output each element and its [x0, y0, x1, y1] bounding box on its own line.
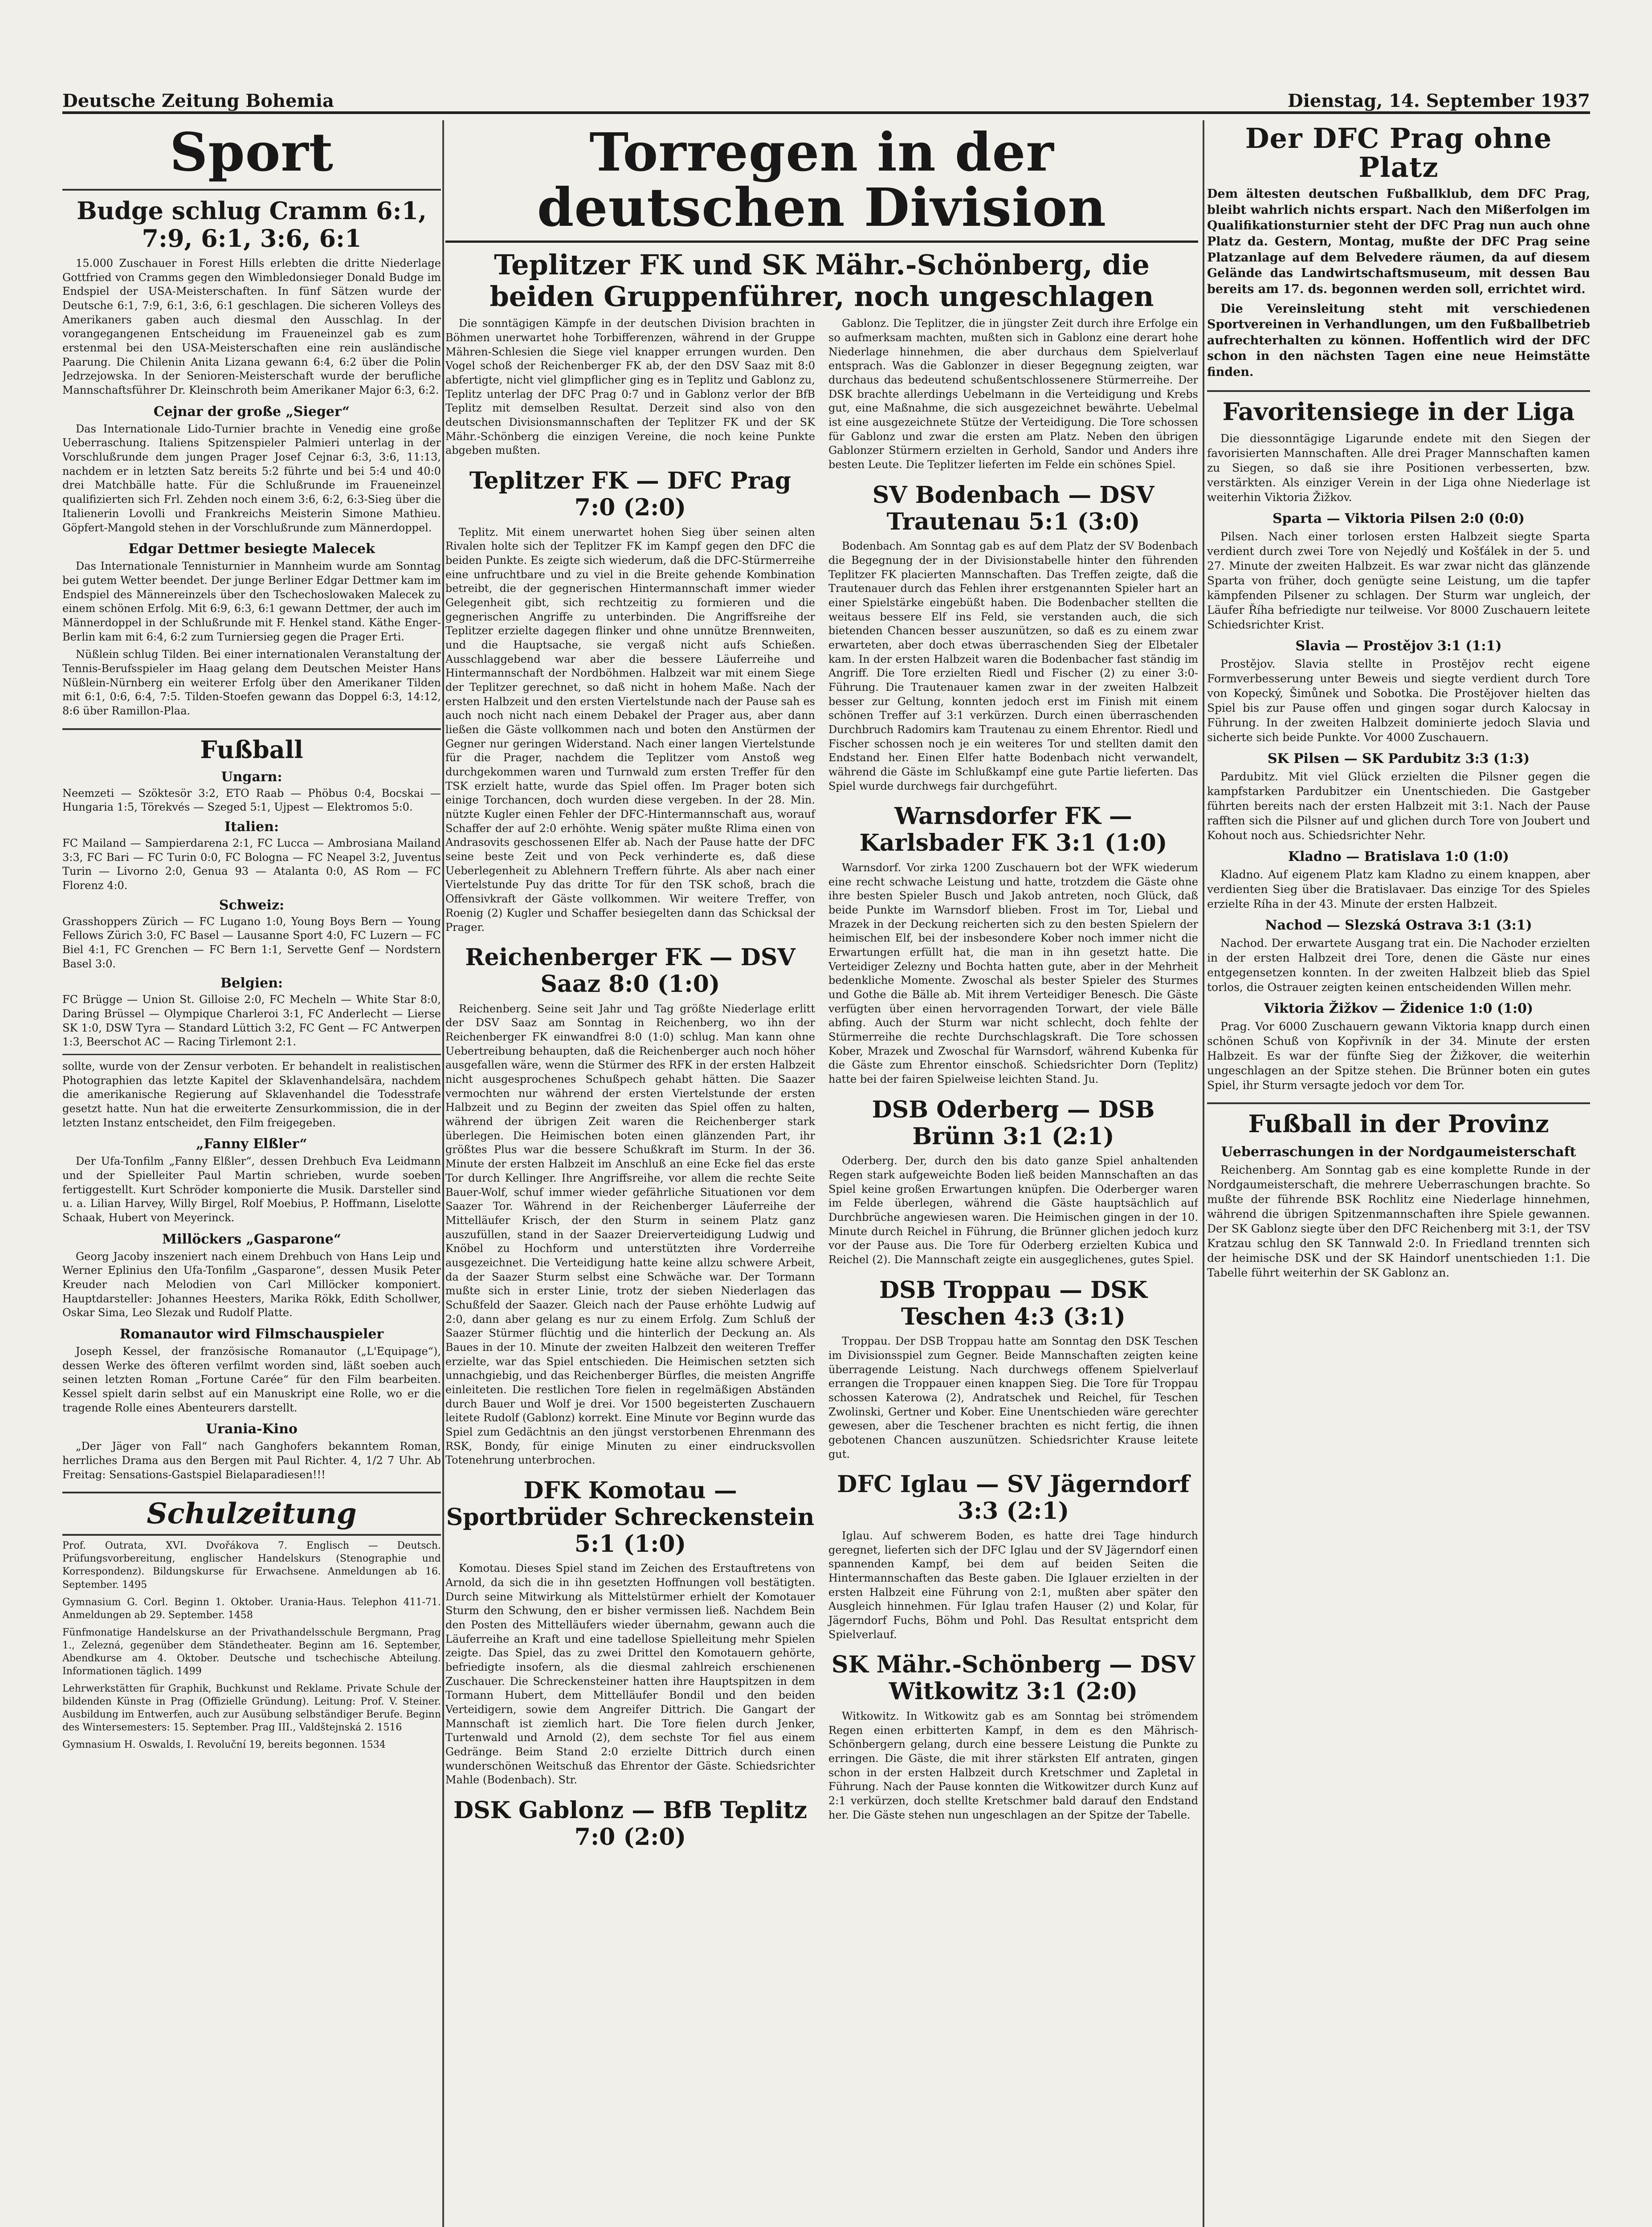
liga-game — [1207, 849, 1590, 911]
column-rule — [442, 120, 444, 2227]
liga-game-headline: Kladno — Bratislava 1:0 (1:0) — [1288, 848, 1509, 865]
liga-game — [1207, 511, 1590, 632]
liga-game — [1207, 751, 1590, 843]
game-headline: DSK Gablonz — BfB Teplitz 7:0 (2:0) — [453, 1797, 807, 1851]
liga-game-headline: Nachod — Slezská Ostrava 3:1 (3:1) — [1265, 917, 1532, 933]
game-headline: DSB Oderberg — DSB Brünn 3:1 (2:1) — [872, 1096, 1155, 1150]
game-text: Gablonz. Die Teplitzer, die in jüngster Zeit durch ihre Erfolge ein so aufmerksam machten, mußten sich in Gablonz eine derart hohe Niederlage hinnehmen, die aber durchaus dem Spielverlauf entsprach. Was die Gablonzer in dieser Begegnung zeigten, war durchaus das bedeutend schußentschlossenere Stürmerreihe. Der DSK brachte allerdings Uebelmann in die Verteidigung und Krebs gut, eine Maßnahme, die sich ausgezeichnet bewährte. Uebelmal ist eine ausgezeichnete Stütze der Verteidigung. Die Tore schossen für Gablonz und zwar die ersten am Platz. Neben den übrigen Gablonzer Stürmern erzielten in Gerhold, Sandor und Anders ihre besten Leute. Die Teplitzer lieferten im Felde ein schönes Spiel. — [828, 317, 1198, 471]
liga-game-text: Nachod. Der erwartete Ausgang trat ein. Die Nachoder erzielten in der ersten Halbzeit drei Tore, denen die Gäste nur eines entgegensetzen konnten. In der zweiten Halbzeit blieb das Spiel torlos, die Ostrauer zeigten keinen entscheidenden Willen mehr. — [1207, 936, 1590, 994]
game-headline: SK Mähr.-Schönberg — DSV Witkowitz 3:1 (2:0) — [831, 1651, 1195, 1705]
liga-game-text: Prostějov. Slavia stellte in Prostějov recht eigene Formverbesserung unter Beweis und siegte verdient durch Tore von Kopecký, Šimůnek und Sobotka. Die Prostějover hielten das Spiel bis zur Pause offen und gingen sogar durch Kalocsay in Führung. In der zweiten Halbzeit dominierte jedoch Slavia und sicherte sich beide Punkte. Vor 4000 Zuschauern. — [1207, 657, 1590, 744]
urania-article: „Der Jäger von Fall“ nach Ganghofers bekanntem Roman, herrliches Drama aus den Bergen mit Paul Richter. 4, 1/2 7 Uhr. Ab Freitag: Sensations-Gastspiel Bielaparadiesen!!! — [62, 1440, 441, 1481]
liga-game-headline: Sparta — Viktoria Pilsen 2:0 (0:0) — [1272, 510, 1525, 526]
game-text: Iglau. Auf schwerem Boden, es hatte drei Tage hindurch geregnet, lieferten sich der DFC Iglau und der SV Jägerndorf einen spannenden Kampf, bei dem auf beiden Seiten die Hintermannschaften das Beste gaben. Die Iglauer erzielten in der ersten Halbzeit eine Führung von 2:1, mußten aber später den Ausgleich hinnehmen. Für Iglau trafen Hauser (2) und Kolar, für Jägerndorf Fuchs, Böhm und Pohl. Das Resultat entspricht dem Spielverlauf. — [828, 1530, 1198, 1641]
liga-game-text: Kladno. Auf eigenem Platz kam Kladno zu einem knappen, aber verdienten Sieg über die Bratislavaer. Das einzige Tor des Spieles erzielte Ríha in der 43. Minute der ersten Halbzeit. — [1207, 868, 1590, 910]
game-text: Bodenbach. Am Sonntag gab es auf dem Platz der SV Bodenbach die Begegnung der in der Divisionstabelle hinter den führenden Teplitzer FK placierten Mannschaften. Das Treffen zeigte, daß die Trautenauer durch das Fehlen ihrer erstgenannten Spieler hart an einer Spielstärke eingebüßt haben. Die Bodenbacher stellten die weitaus bessere Elf ins Feld, sie verstanden auch, die sich bietenden Chancen besser auszunützen, so daß es zu einem zwar erwarteten, aber doch etwas überraschenden Sieg der Elbetaler kam. In der ersten Halbzeit waren die Bodenbacher fast ständig im Angriff. Die Tore erzielten Riedl und Fischer (2) zu einer 3:0-Führung. Die Trautenauer kamen zwar in der zweiten Halbzeit besser zur Geltung, konnten jedoch erst im Finish mit einem schönen Treffer auf 3:1 verkürzen. Durch einen überraschenden Durchbruch Radomirs kam Trautenau zu einem Ehrentor. Riedl und Fischer schossen noch je ein weiteres Tor und stellten damit den Endstand her. Einen Elfer hatte Bodenbach nicht verwandelt, während die Gäste im Schlußkampf eine gute Partie lieferten. Das Spiel wurde durchwegs fair durchgeführt. — [828, 540, 1198, 792]
school-ad: Prof. Outrata, XVI. Dvořákova 7. Englisch — Deutsch. Prüfungsvorbereitung, englischer Handelskurs (Stenographie und Korrespondenz). Bildungskurse für Erwachsene. Anmeldungen ab 16. September. 1495 — [62, 1540, 441, 1591]
school-ad: Fünfmonatige Handelskurse an der Privathandelsschule Bergmann, Prag 1., Zelezná, gegenüber dem Ständetheater. Beginn am 16. September, Abendkurse am 4. Oktober. Deutsche und tschechische Abteilung. Informationen täglich. 1499 — [62, 1627, 441, 1677]
liga-intro: Die diessonntägige Ligarunde endete mit den Siegen der favorisierten Mannschaften. Alle drei Prager Mannschaften kamen zu Siegen, so daß sie ihre Positionen verbesserten, bzw. verstärkten. Als einziger Verein in der Liga ohne Niederlage ist weiterhin Viktoria Žižkov. — [1207, 432, 1590, 504]
game-headline: SV Bodenbach — DSV Trautenau 5:1 (3:0) — [872, 481, 1154, 535]
schulzeitung-headline: Schulzeitung — [62, 1492, 441, 1536]
elssler-headline: „Fanny Elßler“ — [196, 1136, 307, 1152]
kessel-headline: Romanautor wird Filmschauspieler — [119, 1326, 384, 1342]
league-country: Italien: — [224, 819, 279, 835]
game-report — [445, 1477, 815, 1787]
league-results: FC Mailand — Sampierdarena 2:1, FC Lucca — Ambrosiana Mailand 3:3, FC Bari — FC Turin 0:0, FC Bologna — FC Neapel 3:2, Juventus Turin — Livorno 2:0, Genua 93 — Atalanta 0:0, AS Rom — FC Florenz 4:0. — [62, 836, 441, 892]
game-text: Oderberg. Der, durch den bis dato ganze Spiel anhaltenden Regen stark aufgeweichte Boden ließ beiden Mannschaften an das Spiel keine großen Erwartungen knüpfen. Die Oderberger waren im Felde überlegen, während die Gäste hauptsächlich auf Durchbrüche angewiesen waren. Die Heimischen gingen in der 10. Minute durch Reichel in Führung, die Brünner glichen jedoch kurz vor der Pause aus. Die Tore für Oderberg erzielten Kubica und Reichel (2). Die Mannschaft zeigte ein ausgeglichenes, gutes Spiel. — [828, 1154, 1198, 1266]
dettmer-headline: Edgar Dettmer besiegte Malecek — [128, 541, 375, 557]
game-report — [445, 944, 815, 1468]
division-subtitle: Teplitzer FK und SK Mähr.-Schönberg, die beiden Gruppenführer, noch ungeschlagen — [489, 248, 1154, 313]
division-title: Torregen in der deutschen Division — [445, 120, 1198, 243]
dettmer-article: Das Internationale Tennisturnier in Mannheim wurde am Sonntag bei gutem Wetter beendet. Der junge Berliner Edgar Dettmer kam im Endspiel des Männereinzels über den Tschechoslowaken Malecek zu einem schönen Erfolg. Mit 6:9, 6:3, 6:1 gewann Dettmer, der auch im Männerdoppel in der Schlußrunde mit F. Henkel stand. Käthe Enger-Berlin kam mit 6:4, 6:2 zum Turniersieg gegen die Prager Erti. — [62, 560, 441, 643]
division-intro: Die sonntägigen Kämpfe in der deutschen Division brachten in Böhmen unerwartet hohe Torbifferenzen, während in der Gruppe Mähren-Schlesien die Siege viel knapper errungen wurden. Den Vogel schoß der Reichenberger FK ab, der den DSV Saaz mit 8:0 abfertigte, nicht viel glimpflicher ging es in Teplitz und Gablonz zu, Teplitz unterlag der DFC Prag 0:7 und in Gablonz verlor der BfB Teplitz mit demselben Resultat. Derzeit sind also von den deutschen Divisionsmannschaften der Teplitzer FK und der SK Mähr.-Schönberg die einzigen Vereine, die noch keine Punkte abgeben mußten. — [445, 317, 815, 457]
liga-game — [1207, 918, 1590, 995]
game-text: Komotau. Dieses Spiel stand im Zeichen des Erstauftretens von Arnold, da sich die in ihn gesetzten Hoffnungen voll bestätigten. Durch seine Mitwirkung als Mittelstürmer erhielt der Komotauer Sturm den Schwung, den er bisher vermissen ließ. Nachdem Bein den Posten des Mittelläufers wieder übernahm, gewann auch die Läuferreihe an Kraft und eine tadellose Spielleitung mehr Spielen zeigte. Das Spiel, das zu zwei Drittel den Komotauern gehörte, befriedigte insofern, als die diesmal zahlreich erschienenen Zuschauer. Die Schreckensteiner hatten ihre Hauptspitzen in dem Tormann Hubert, dem Mittelläufer Bondil und den beiden Verteidigern, sowie dem Angreifer Dittrich. Die Gangart der Mannschaft ist ziemlich hart. Die Tore fielen durch Jenker, Turtenwald und Arnold (2), dem sechste Tor fiel aus einem Gedränge. Beim Stand 2:0 erzielte Dittrich durch einen wunderschönen Weitschuß das Ehrentor der Gäste. Schiedsrichter Mahle (Bodenbach). Str. — [445, 1562, 815, 1786]
column-sport — [62, 120, 441, 2227]
cejnar-headline: Cejnar der große „Sieger“ — [153, 404, 350, 420]
game-report — [445, 468, 815, 934]
league-country: Ungarn: — [221, 769, 282, 785]
league-block — [62, 769, 441, 815]
budge-article: 15.000 Zuschauer in Forest Hills erlebten die dritte Niederlage Gottfried von Cramms gegen den Wimbledonsieger Donald Budge im Endspiel der USA-Meisterschaften. In fünf Sätzen wurde der Deutsche 6:1, 7:9, 6:1, 3:6, 6:1 geschlagen. Die sicheren Volleys des Amerikaners gaben auch diesmal den Ausschlag. In der vorangegangenen Entscheidung im Fraueneinzel gab es zum erstenmal bei den USA-Meisterschaften eine rein ausländische Paarung. Die Chilenin Anita Lizana gewann 6:4, 6:2 über die Polin Jedrzejowska. In der Senioren-Meisterschaft wurde der berufliche Mannschaftsführer Dr. Kleinschroth beim Amerikaner Major 6:3, 6:2. — [62, 257, 441, 397]
division-columns — [445, 317, 1198, 1850]
provinz-headline: Fußball in der Provinz — [1207, 1102, 1590, 1138]
liga-game — [1207, 1001, 1590, 1093]
budge-headline: Budge schlug Cramm 6:1, 7:9, 6:1, 3:6, 6:1 — [77, 196, 427, 253]
liga-game-headline: Viktoria Žižkov — Židenice 1:0 (1:0) — [1264, 1000, 1534, 1016]
game-headline: DFC Iglau — SV Jägerndorf 3:3 (2:1) — [837, 1471, 1190, 1525]
league-results: Grasshoppers Zürich — FC Lugano 1:0, Young Boys Bern — Young Fellows Zürich 3:0, FC Basel — Lausanne Sport 4:0, FC Luzern — FC Biel 4:1, FC Grenchen — FC Bern 1:1, Servette Genf — Nordstern Basel 3:0. — [62, 915, 441, 970]
liga-headline: Favoritensiege in der Liga — [1207, 390, 1590, 426]
game-text: Warnsdorf. Vor zirka 1200 Zuschauern bot der WFK wiederum eine recht schwache Leistung und hatte, trotzdem die Gäste ohne ihre besten Spieler Busch und Jakob antreten, noch Glück, daß beide Punkte im Warnsdorf blieben. Frost im Tor, Liebal und Mrazek in der Deckung reicherten sich zu den besten Spielern der heimischen Elf, bei der insbesondere Kober noch immer nicht die Erwartungen erfüllt hat, die man in ihn gesetzt hatte. Die Verteidiger Zelezny und Bochta hatten gute, aber in der Mehrheit bedenkliche Momente. Zwoschal als bester Spieler des Sturmes und Gothe die Bälle ab. Mit ihrem Verteidiger Benesch. Die Gäste verfügten über einen hervorragenden Torwart, der viele Bälle abfing. Auch der Sturm war nicht schlecht, doch fehlte der Stürmerreihe die rechte Durchschlagskraft. Die Tore schossen Kober, Mrazek und Zwoschal für Warnsdorf, während Kubenka für die Gäste zum Ehrentor einschoß. Schiedsrichter Dorn (Teplitz) hatte bei der fairen Spielweise leichten Stand. Ju. — [828, 861, 1198, 1086]
liga-game — [1207, 638, 1590, 745]
game-headline: Reichenberger FK — DSV Saaz 8:0 (1:0) — [465, 944, 795, 998]
sport-title: Sport — [62, 120, 441, 191]
gasparone-article: Georg Jacoby inszeniert nach einem Drehbuch von Hans Leip und Werner Eplinius den Ufa-Tonfilm „Gasparone“, dessen Musik Peter Kreuder nach Melodien von Carl Millöcker komponiert. Hauptdarsteller: Johannes Heesters, Marika Rökk, Edith Schollwer, Oskar Sima, Leo Slezak und Rudolf Platte. — [62, 1250, 441, 1319]
masthead-title: Deutsche Zeitung Bohemia — [62, 90, 334, 111]
game-text: Troppau. Der DSB Troppau hatte am Sonntag den DSK Teschen im Divisionsspiel zum Gegner. Beide Mannschaften zeigten keine überragende Leistung. Nach durchwegs offenem Spielverlauf errangen die Troppauer einen knappen Sieg. Die Tore für Troppau schossen Katerowa (2), Andratschek und Reichel, für Teschen Zwolinski, Gertner und Kober. Eine Unentschieden wäre gerechter gewesen, aber die Teschener brachten es nicht fertig, die ihnen gebotenen Chancen auszunützen. Schiedsrichter Krause leitete gut. — [828, 1335, 1198, 1460]
column-division — [445, 120, 1198, 2227]
divider — [62, 1054, 441, 1055]
elssler-article: Der Ufa-Tonfilm „Fanny Elßler“, dessen Drehbuch Eva Leidmann und der Spielleiter Paul Martin schrieben, wurde soeben fertiggestellt. Kurt Schröder komponierte die Musik. Darsteller sind u. a. Lilian Harvey, Willy Birgel, Rolf Moebius, P. Hoffmann, Liselotte Schaak, Hubert von Meyerinck. — [62, 1155, 441, 1224]
urania-headline: Urania-Kino — [206, 1421, 298, 1437]
league-block — [62, 975, 441, 1049]
game-report — [828, 803, 1198, 1086]
league-block — [62, 897, 441, 971]
tilden-article: Nüßlein schlug Tilden. Bei einer internationalen Veranstaltung der Tennis-Berufsspieler im Haag gelang dem Deutschen Meister Hans Nüßlein-Nürnberg ein weiterer Erfolg über den Amerikaner Tilden mit 6:1, 0:6, 6:4, 7:5. Tilden-Stoefen gewann das Doppel 6:3, 14:12, 8:6 über Ramillon-Plaa. — [62, 648, 441, 717]
league-country: Belgien: — [220, 975, 283, 991]
game-headline: Teplitzer FK — DFC Prag 7:0 (2:0) — [469, 467, 791, 521]
fussball-headline: Fußball — [62, 728, 441, 764]
league-block — [62, 819, 441, 893]
kessel-article: Joseph Kessel, der französische Romanautor („L'Equipage“), dessen Werke des öfteren verfilmt worden sind, läßt soeben auch seinen letzten Roman „Fortune Carée“ für den Film bearbeiten. Kessel spielt darin selbst auf ein Manuskript eine Rolle, wo er die tragende Rolle eines Abenteurers darstellt. — [62, 1345, 441, 1414]
game-headline: DSB Troppau — DSK Teschen 4:3 (3:1) — [879, 1276, 1147, 1330]
league-results: FC Brügge — Union St. Gilloise 2:0, FC Mecheln — White Star 8:0, Daring Brüssel — Olympique Charleroi 3:1, FC Anderlecht — Lierse SK 1:0, DSW Tyra — Standard Lüttich 3:2, FC Gent — FC Antwerpen 1:3, Beerschot AC — Racing Tirlemont 2:1. — [62, 993, 441, 1048]
column-rule — [1203, 120, 1204, 2227]
liga-game-headline: Slavia — Prostějov 3:1 (1:1) — [1295, 638, 1502, 654]
game-headline: DFK Komotau — Sportbrüder Schreckenstein 5:1 (1:0) — [446, 1477, 815, 1558]
masthead-date: Dienstag, 14. September 1937 — [1288, 90, 1590, 111]
league-list — [62, 769, 441, 1049]
school-ad: Lehrwerkstätten für Graphik, Buchkunst und Reklame. Private Schule der bildenden Künste in Prag (Offizielle Gründung). Leitung: Prof. V. Steiner. Ausbildung im Entwerfen, auch zur Ausübung selbständiger Berufe. Beginn des Wintersemesters: 15. September. Prag III., Valdštejnská 2. 1516 — [62, 1683, 441, 1733]
provinz-article: Reichenberg. Am Sonntag gab es eine komplette Runde in der Nordgaumeisterschaft, die mehrere Ueberraschungen brachte. So mußte der führende BSK Rochlitz eine Niederlage hinnehmen, während die übrigen Spitzenmannschaften ihre Spiele gewannen. Der SK Gablonz siegte über den DFC Reichenberg mit 3:1, der TSV Kratzau schlug den SK Tannwald 2:0. In Friedland trennten sich der heimische DSK und der SK Haindorf unentschieden 1:1. Die Tabelle führt weiterhin der SK Gablonz an. — [1207, 1163, 1590, 1279]
liga-game-text: Prag. Vor 6000 Zuschauern gewann Viktoria knapp durch einen schönen Schuß von Kopřivník in der 34. Minute der ersten Halbzeit. Es war der fünfte Sieg der Žižkover, die weiterhin ungeschlagen an der Spitze stehen. Die Brünner boten ein gutes Spiel, ihr Sturm versagte jedoch vor dem Tor. — [1207, 1020, 1590, 1092]
gasparone-headline: Millöckers „Gasparone“ — [162, 1231, 342, 1247]
dfc-article: Dem ältesten deutschen Fußballklub, dem DFC Prag, bleibt wahrlich nichts erspart. Nach den Mißerfolgen im Qualifikationsturnier steht der DFC Prag nun auch ohne Platz da. Gestern, Montag, mußte der DFC Prag seine Platzanlage auf dem Belvedere räumen, da auf diesem Gelände das Landwirtschaftsmuseum, mit dessen Bau bereits am 17. ds. begonnen werden soll, errichtet wird. — [1207, 187, 1590, 296]
game-report — [828, 482, 1198, 794]
game-text: Witkowitz. In Witkowitz gab es am Sonntag bei strömendem Regen einen erbitterten Kampf, in dem es den Mährisch-Schönbergern gelang, durch eine bessere Leistung die Punkte zu erringen. Die Gäste, die mit ihrer stärksten Elf antraten, gingen schon in der ersten Halbzeit durch Kretschmer und Zapletal in Führung. Nach der Pause konnten die Witkowitzer durch Kunz auf 2:1 verkürzen, doch stellte Kretschmer bald darauf den Endstand her. Die Gäste stehen nun ungeschlagen an der Spitze der Tabelle. — [828, 1709, 1198, 1821]
game-text: Reichenberg. Seine seit Jahr und Tag größte Niederlage erlitt der DSV Saaz am Sonntag in Reichenberg, wo ihn der Reichenberger FK einwandfrei 8:0 (1:0) schlug. Man kann ohne Uebertreibung behaupten, daß die Reichenberger auch noch höher ausgefallen wäre, wenn die Stürmer des RFK in der ersten Halbzeit nicht ausgesprochenes Schußpech gehabt hätten. Die Saazer vermochten nur während der ersten Viertelstunde der ersten Halbzeit und zu Beginn der zweiten das Spiel offen zu halten, während der übrigen Zeit waren die Reichenberger stark überlegen. Die Heimischen boten einen glänzenden Part, ihr größtes Plus war die bessere Schußkraft im Sturm. In der 36. Minute der ersten Halbzeit im Anschluß an eine Ecke fiel das erste Tor durch Kellinger. Ihre Angriffsreihe, vor allem die rechte Seite Bauer-Wolf, schuf immer wieder gefährliche Situationen vor dem Saazer Tor. Während in der Reichenberger Läuferreihe der Mittelläufer Krisch, der den Sturm in seinem Platz ganz auszufüllen, stand in der Saazer Dreierverteidigung Ludwig und Knöbel zu Hochform und unterstützten ihre Vorderreihe ausgezeichnet. Die Verteidigung hatte keine allzu schwere Arbeit, da der Saazer Sturm selbst eine Schwäche war. Der Tormann mußte sich in erster Linie, trotz der sieben Niederlagen das Schußfeld der Saazer. Gleich nach der Pause erhöhte Ludwig auf 2:0, dann aber gelang es nur zu einem Erfolg. Zum Schluß der Saazer Stürmer flüchtig und die hinterlich der Deckung an. Als Baues in der 10. Minute der zweiten Halbzeit den weiteren Treffer erzielte, war das Spiel entschieden. Die Heimischen setzten sich unnachgiebig, und das Reichenberger Bürfles, die meisten Angriffe einleiteten. Die restlichen Tore fielen in regelmäßigen Abständen durch Bauer und Wolf je drei. Vor 1500 begeisterten Zuschauern leitete Rudolf (Gablonz) korrekt. Eine Minute vor Beginn wurde das Spiel zum Gedächtnis an den jüngst verstorbenen Ehrenmann des RSK, Bondy, für einige Minuten zu einer eindrucksvollen Totenehrung unterbrochen. — [445, 1002, 815, 1467]
column-liga — [1207, 120, 1590, 2227]
liga-game-text: Pilsen. Nach einer torlosen ersten Halbzeit siegte Sparta verdient durch zwei Tore von Nejedlý und Košťálek in der 5. und 27. Minute der zweiten Halbzeit. Es war zwar nicht das glänzende Sparta von früher, doch genügte seine Leistung, um die tapfer kämpfenden Pilsener zu schlagen. Der Sturm war ungleich, der Läufer Říha befriedigte nur teilweise. Vor 8000 Zuschauern leitete Schiedsrichter Krist. — [1207, 530, 1590, 631]
liga-game-text: Pardubitz. Mit viel Glück erzielten die Pilsner gegen die kampfstarken Pardubitzer ein Unentschieden. Die Gastgeber führten bereits nach der ersten Halbzeit mit 3:1. Nach der Pause rafften sich die Pilsner auf und glichen durch Tore von Joubert und Kohout noch aus. Schiedsrichter Nehr. — [1207, 770, 1590, 842]
cejnar-article: Das Internationale Lido-Turnier brachte in Venedig eine große Ueberraschung. Italiens Spitzenspieler Palmieri unterlag in der Vorschlußrunde dem jungen Prager Josef Cejnar 6:3, 3:6, 11:13, nachdem er in letzten Satz bereits 5:2 führte und bei 5:4 und 40:0 drei Matchbälle hatte. Für die Schlußrunde im Fraueneinzel qualifizierten sich Frl. Zehden noch einem 3:6, 6:2, 6:3-Sieg über die Italienerin Lovolli und Frankreichs Meisterin Simone Mathieu. Göpfert-Mangold stehen in der Vorschlußrunde zum Männerdoppel. — [62, 422, 441, 534]
dfc-title: Der DFC Prag ohne Platz — [1245, 122, 1552, 184]
film-article: sollte, wurde von der Zensur verboten. Er behandelt in realistischen Photographien das letzte Kapitel der Sklavenhandelsära, nachdem die amerikanische Regierung auf Sklavenhandel die Todesstrafe gesetzt hatte. Nun hat die erweiterte Zensurkommission, die in der letzten Instanz entscheidet, den Film freigegeben. — [62, 1060, 441, 1129]
game-report — [828, 1652, 1198, 1822]
masthead — [62, 80, 1590, 114]
game-text: Teplitz. Mit einem unerwartet hohen Sieg über seinen alten Rivalen holte sich der Teplitzer FK im Kampf gegen den DFC die beiden Punkte. Es zeigte sich wiederum, daß die DFC-Stürmerreihe eine unfruchtbare und zu viel in die Breite gehende Kombination betreibt, die der gegnerischen Hintermannschaft immer wieder Gelegenheit gibt, sich rechtzeitig zu formieren und die gegnerischen Angriffe zu unterbinden. Die Angriffsreihe der Teplitzer erzielte dagegen flinker und ohne unnütze Brennweiten, und die Hauptsache, sie vergaß nicht aufs Schießen. Ausschlaggebend war aber die bessere Läuferreihe und Hintermannschaft der Nordböhmen. Halbzeit war mit einem Siege der Teplitzer gerechnet, so daß nicht in hohem Maße. Nach der ersten Halbzeit und den ersten Viertelstunde nach der Pause sah es auch noch nicht nach einem Debakel der Prager aus, aber dann ließen die Gäste vollkommen nach und boten den Anstürmen der Gegner nur geringen Widerstand. Nach einer langen Viertelstunde für die Prager, nachdem die Teplitzer vom Anstoß weg durchgekommen waren und Turnwald zum ersten Treffer für den TSK erzielt hatte, wurde das Spiel offen. Im Prager boten sich einige Torchancen, doch wurden diese vergeben. In der 28. Min. nützte Kugler einen Fehler der DFC-Hintermannschaft aus, worauf Schaffer der auf 2:0 erhöhte. Wenig später mußte Rlima einen von Andrasovits geschossenen Elfer ab. Nach der Pause hatte der DFC seine beste Zeit und von Peck verhinderte es, daß diese Ueberlegenheit zu Ablehnern Treffern führte. Als aber nach einer Viertelstunde Puy das dritte Tor für den TSK schoß, brach die Offensivkraft der Gäste vollkommen. Wir weitere Treffer, von Roenig (2) Kugler und Schaffer besiegelten dann das Schicksal der Prager. — [445, 526, 815, 934]
provinz-subheadline: Ueberraschungen in der Nordgaumeisterschaft — [1221, 1144, 1576, 1160]
school-ad: Gymnasium H. Oswalds, I. Revoluční 19, bereits begonnen. 1534 — [62, 1739, 386, 1750]
dfc-article-2: Die Vereinsleitung steht mit verschiedenen Sportvereinen in Verhandlungen, um den Fußballbetrieb aufrechterhalten zu können. Hoffentlich wird der DFC schon in den nächsten Tagen eine neue Heimstätte finden. — [1207, 302, 1590, 379]
game-report — [828, 1097, 1198, 1267]
league-country: Schweiz: — [219, 897, 285, 913]
school-ad: Gymnasium G. Corl. Beginn 1. Oktober. Urania-Haus. Telephon 411-71. Anmeldungen ab 29. September. 1458 — [62, 1596, 441, 1621]
game-report — [828, 1277, 1198, 1462]
game-report — [828, 1471, 1198, 1642]
league-results: Neemzeti — Szöktesör 3:2, ETO Raab — Phöbus 0:4, Bocskai — Hungaria 1:5, Törekvés — Szeged 5:1, Ujpest — Elektromos 5:0. — [62, 787, 441, 814]
liga-game-headline: SK Pilsen — SK Pardubitz 3:3 (1:3) — [1267, 750, 1530, 767]
game-headline: Warnsdorfer FK — Karlsbader FK 3:1 (1:0) — [859, 803, 1167, 857]
